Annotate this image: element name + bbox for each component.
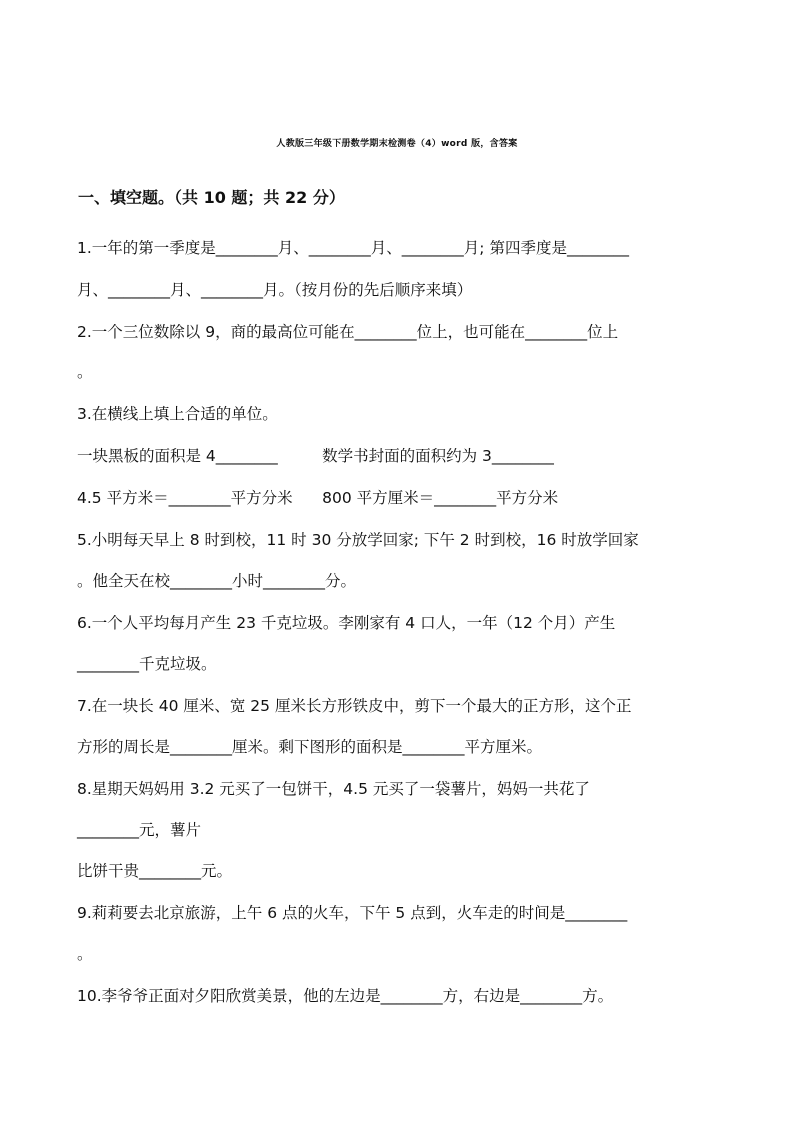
question-8-line-3: 比饼干贵________元。 [77, 862, 233, 880]
document-title: 人教版三年级下册数学期末检测卷（4）word 版，含答案 [276, 139, 518, 149]
question-7-line-2: 方形的周长是________厘米。剩下图形的面积是________平方厘米。 [77, 738, 543, 756]
section-heading: 一、填空题。（共 10 题；共 22 分） [78, 188, 345, 207]
question-5-line-2: 。他全天在校________小时________分。 [77, 572, 357, 590]
question-8-line-2: ________元，薯片 [77, 821, 202, 839]
question-3-line-1: 3.在横线上填上合适的单位。 [77, 405, 278, 423]
question-6-line-1: 6.一个人平均每月产生 23 千克垃圾。李刚家有 4 口人，一年（12 个月）产生 [77, 614, 616, 632]
question-7-line-1: 7.在一块长 40 厘米、宽 25 厘米长方形铁皮中，剪下一个最大的正方形，这个正 [77, 697, 632, 715]
question-2-line-1: 2.一个三位数除以 9，商的最高位可能在________位上，也可能在________位上 [77, 323, 619, 341]
question-10-line-1: 10.李爷爷正面对夕阳欣赏美景，他的左边是________方，右边是________方。 [77, 987, 614, 1005]
question-3-line-2: 一块黑板的面积是 4________ 数学书封面的面积约为 3________ [77, 447, 554, 465]
question-5-line-1: 5.小明每天早上 8 时到校，11 时 30 分放学回家; 下午 2 时到校，16 时放学回家 [77, 531, 639, 549]
question-9-line-2: 。 [77, 945, 93, 963]
question-6-line-2: ________千克垃圾。 [77, 655, 217, 673]
question-8-line-1: 8.星期天妈妈用 3.2 元买了一包饼干，4.5 元买了一袋薯片，妈妈一共花了 [77, 780, 590, 798]
question-4-line-1: 4.5 平方米＝________平方分米 800 平方厘米＝________平方分米 [77, 489, 559, 507]
question-2-line-2: 。 [77, 363, 93, 381]
question-9-line-1: 9.莉莉要去北京旅游，上午 6 点的火车，下午 5 点到，火车走的时间是________ [77, 904, 628, 922]
question-1-line-1: 1.一年的第一季度是________月、________月、________月; 第四季度是________ [77, 239, 629, 257]
question-1-line-2: 月、________月、________月。（按月份的先后顺序来填） [77, 281, 473, 299]
